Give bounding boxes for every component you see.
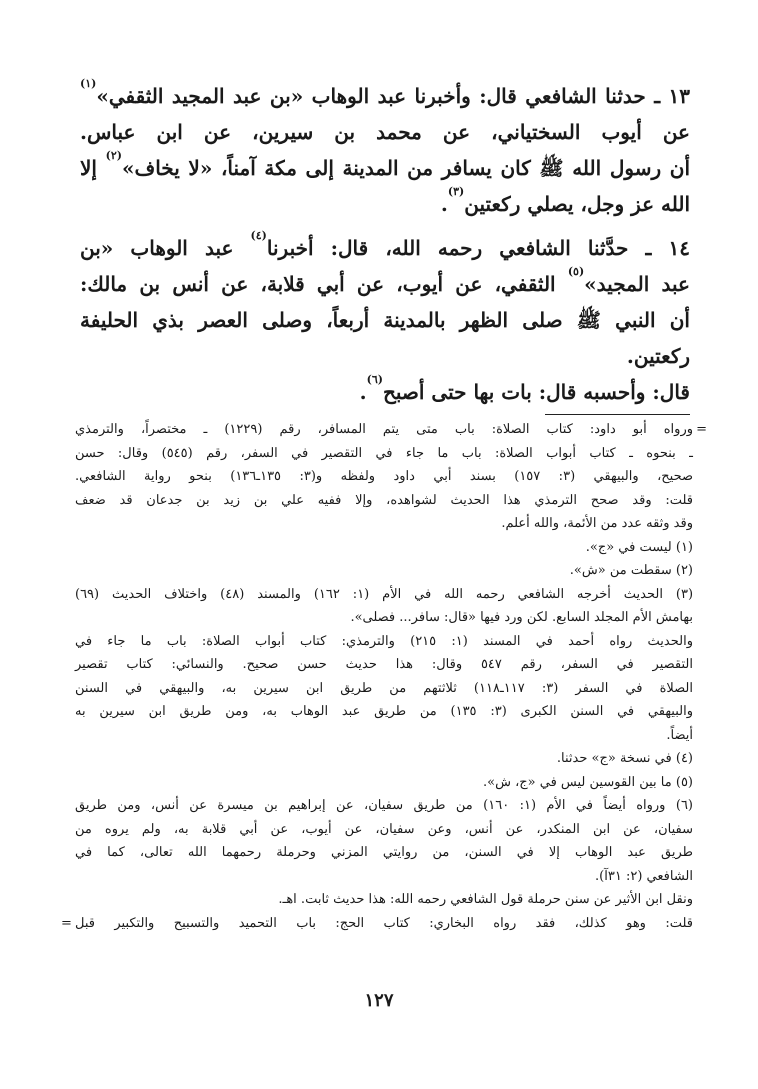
footnote-3: (٣) الحديث أخرجه الشافعي رحمه الله في الأم (١: ١٦٢) والمسند (٤٨) واختلاف الحديث (٦٩) xyxy=(75,586,694,602)
main-text xyxy=(80,78,690,410)
footnotes xyxy=(61,418,707,935)
footnote-line: والبيهقي في السنن الكبرى (٣: ١٣٥) من طريق عبد الوهاب به، ومن طريق ابن سيرين به xyxy=(75,704,694,719)
footnote-6: (٦) ورواه أيضاً في الأم (١: ١٦٠) من طريق سفيان، عن إبراهيم بن ميسرة عن أنس، ومن طريق xyxy=(75,798,693,813)
footnote-line: بهامش الأم المجلد السابع. لكن ورد فيها «قال: سافر... فصلى». xyxy=(350,610,693,625)
footnote-line: وقد وثقه عدد من الأئمة، والله أعلم. xyxy=(501,516,693,531)
hadith-14-line-5: قال: وأحسبه قال: بات بها حتى أصبح$^{(٦)}$. xyxy=(359,373,690,404)
footnote-4: (٤) في نسخة «ج» حدثنا. xyxy=(556,751,693,766)
footnote-line: صحيح، والبيهقي (٣: ١٥٧) بسند أبي داود ولفظه و(٣: ١٣٥ـ١٣٦) بنحو رواية الشافعي. xyxy=(75,469,694,484)
hadith-14-line-4: ركعتين. xyxy=(626,344,690,368)
footnote-line: التقصير في السفر، رقم ٥٤٧ وقال: هذا حديث حسن صحيح. والنسائي: كتاب تقصير xyxy=(75,657,693,672)
footnote-line: الصلاة في السفر (٣: ١١٧ـ١١٨) ثلاثتهم من طريق ابن سيرين به، والبيهقي في السنن xyxy=(75,680,694,696)
continuation-marker-start: = xyxy=(696,422,707,437)
footnote-line: الشافعي (٢: ٣١آ). xyxy=(595,868,693,884)
hadith-13-line-3: أن رسول الله ﷺ كان يسافر من المدينة إلى مكة آمناً، «لا يخاف»$^{(٢)}$ إلا xyxy=(80,149,690,180)
footnote-line: والحديث رواه أحمد في المسند (١: ٢١٥) والترمذي: كتاب أبواب الصلاة: باب ما جاء في xyxy=(75,633,693,649)
footnote-line: = ورواه أبو داود: كتاب الصلاة: باب متى يتم المسافر، رقم (١٢٢٩) ـ مختصراً، والترمذي xyxy=(75,418,693,442)
footnote-line: طريق عبد الوهاب إلا في السنن، من روايتي المزني وحرملة رحمهما الله تعالى، كما في xyxy=(75,845,693,860)
footnote-1: (١) ليست في «ج». xyxy=(585,539,693,555)
footnote-line: ونقل ابن الأثير عن سنن حرملة قول الشافعي رحمه الله: هذا حديث ثابت. اهـ. xyxy=(278,892,693,907)
hadith-14-line-2: عبد المجيد»$^{(٥)}$ الثقفي، عن أيوب، عن أبي قلابة، عن أنس بن مالك: xyxy=(80,265,690,296)
footnote-line: أيضاً. xyxy=(666,727,693,743)
hadith-13-line-2: عن أيوب السختياني، عن محمد بن سيرين، عن ابن عباس. xyxy=(80,120,690,144)
footnote-line: سفيان، عن ابن المنكدر، عن أنس، وعن سفيان، عن أيوب، عن أبي قلابة به، ولم يروه من xyxy=(75,821,693,837)
page-number: ١٢٧ xyxy=(364,990,394,1011)
footnote-line: ـ بنحوه ـ كتاب أبواب الصلاة: باب ما جاء في التقصير في السفر، رقم (٥٤٥) وقال: حسن xyxy=(75,445,693,461)
hadith-13-line-1: ١٣ ـ حدثنا الشافعي قال: وأخبرنا عبد الوهاب «بن عبد المجيد الثقفي»$^{(١)}$ xyxy=(80,77,690,108)
footnote-divider xyxy=(545,414,690,415)
footnote-line: قلت: وهو كذلك، فقد رواه البخاري: كتاب الحج: باب التحميد والتسبيح والتكبير قبل = xyxy=(75,912,693,936)
footnote-5: (٥) ما بين القوسين ليس في «ج، ش». xyxy=(482,774,693,790)
footnote-line: قلت: وقد صحح الترمذي هذا الحديث لشواهده، وإلا ففيه علي بن زيد بن جدعان قد ضعف xyxy=(75,492,693,508)
hadith-14-line-1: ١٤ ـ حدَّثنا الشافعي رحمه الله، قال: أخبرنا$^{(٤)}$ عبد الوهاب «بن xyxy=(80,229,690,260)
hadith-14-line-3: أن النبي ﷺ صلى الظهر بالمدينة أربعاً، وصلى العصر بذي الحليفة xyxy=(80,308,690,332)
footnote-2: (٢) سقطت من «ش». xyxy=(569,563,693,578)
continuation-marker-end: = xyxy=(61,915,72,931)
hadith-13-line-4: الله عز وجل، يصلي ركعتين$^{(٣)}$. xyxy=(440,185,690,216)
